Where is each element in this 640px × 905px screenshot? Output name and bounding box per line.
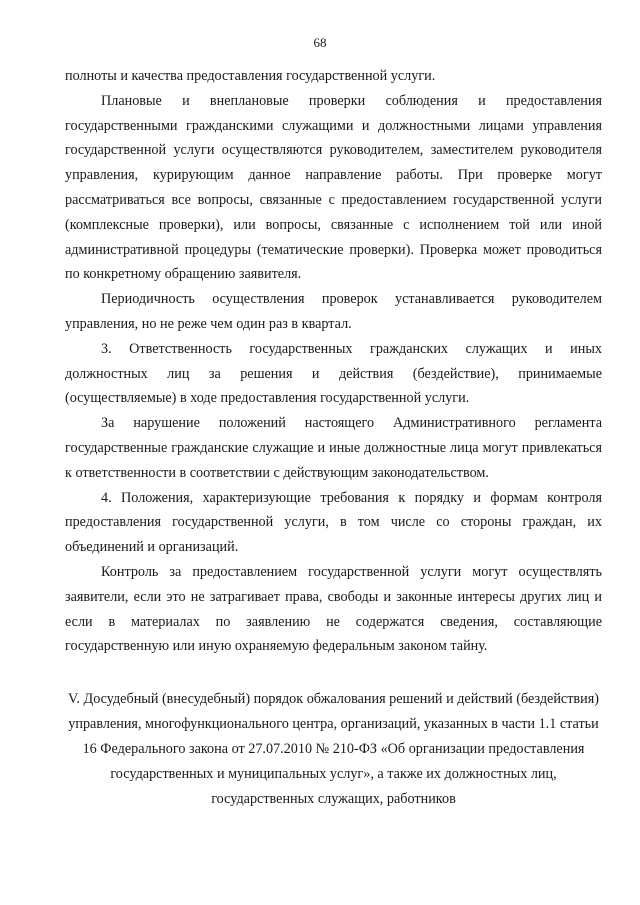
document-body: [65, 64, 602, 659]
paragraph-violation: За нарушение положений настоящего Административного регламента государственные гражданские служащие и иные должностные лица могут привлекаться к ответственности в соответствии с действующим законодательством.: [65, 415, 602, 481]
paragraph-control-provisions: 4. Положения, характеризующие требования к порядку и формам контроля предоставления государственной услуги, в том числе со стороны граждан, их объединений и организаций.: [65, 489, 602, 556]
section-heading: V. Досудебный (внесудебный) порядок обжалования решений и действий (бездействия) управления, многофункционального центра, организаций, указанных в части 1.1 статьи 16 Федерального закона от 27.07.2010 № 210-ФЗ «Об организации предоставления государственных и муниципальных услуг», а также их должностных лиц, государственных служащих, работников: [68, 691, 599, 807]
paragraph-inspections: Плановые и внеплановые проверки соблюдения и предоставления государственными гражданскими служащими и должностными лицами управления государственной услуги осуществляются руководителем, заместителем руководителя управления, курирующим данное направление работы. При проверке могут рассматриваться все вопросы, связанные с предоставлением государственной услуги (комплексные проверки), или вопросы, связанные с исполнением той или иной административной процедуры (тематические проверки). Проверка может проводиться по конкретному обращению заявителя.: [65, 92, 602, 283]
paragraph-continuation: полноты и качества предоставления государственной услуги.: [65, 68, 436, 84]
paragraph-responsibility-heading: 3. Ответственность государственных гражданских служащих и иных должностных лиц за решения и действия (бездействие), принимаемые (осуществляемые) в ходе предоставления государственной услуги.: [65, 340, 602, 407]
paragraph-periodicity: Периодичность осуществления проверок устанавливается руководителем управления, но не реже чем один раз в квартал.: [65, 291, 602, 332]
paragraph-applicant-control: Контроль за предоставлением государственной услуги могут осуществлять заявители, если это не затрагивает права, свободы и законные интересы других лиц и если в материалах по заявлению не содержатся сведения, составляющие государственную или иную охраняемую федеральным законом тайну.: [65, 563, 602, 655]
page-number: 68: [313, 35, 327, 50]
